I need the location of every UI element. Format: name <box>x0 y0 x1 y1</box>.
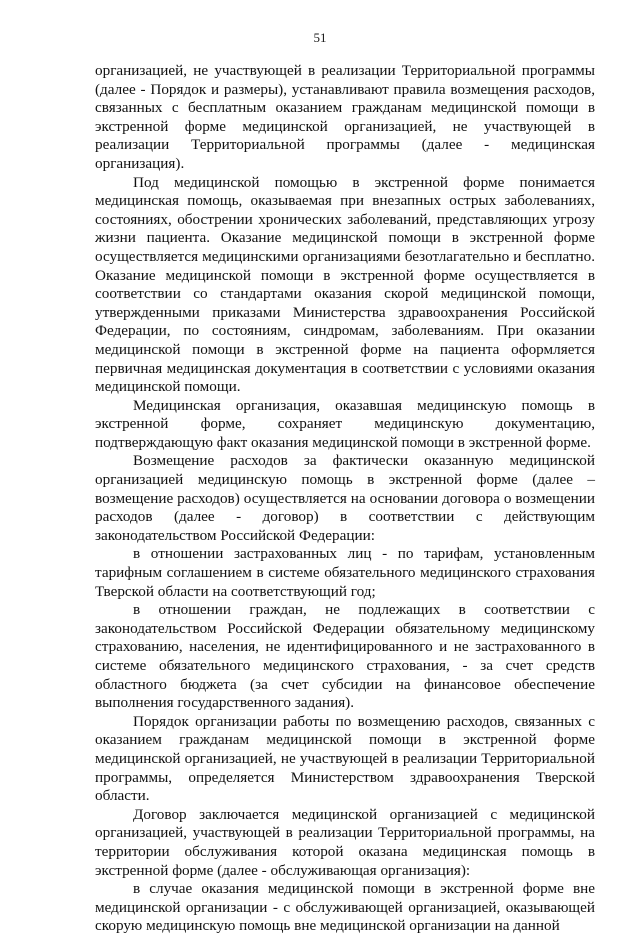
paragraph: Под медицинской помощью в экстренной форме понимается медицинская помощь, оказываемая при внезапных острых заболеваниях, состояниях, обострении хронических заболеваний, представляющих угрозу жизни пациента. Оказание медицинской помощи в экстренной форме осуществляется медицинскими организациями безотлагательно и бесплатно. Оказание медицинской помощи в экстренной форме осуществляется в соответствии со стандартами оказания скорой медицинской помощи, утвержденными приказами Министерства здравоохранения Российской Федерации, по состояниям, синдромам, заболеваниям. При оказании медицинской помощи в экстренной форме на пациента оформляется первичная медицинская документация в соответствии с условиями оказания медицинской помощи. <box>95 173 595 396</box>
document-body <box>95 62 595 936</box>
page-number: 51 <box>313 30 327 45</box>
paragraph: в случае оказания медицинской помощи в экстренной форме вне медицинской организации - с обслуживающей организацией, оказывающей скорую медицинскую помощь вне медицинской организации на данной <box>95 880 595 935</box>
paragraph: организацией, не участвующей в реализации Территориальной программы (далее - Порядок и размеры), устанавливают правила возмещения расходов, связанных с бесплатным оказанием гражданам медицинской помощи в экстренной форме медицинской организацией, не участвующей в реализации Территориальной программы (далее - медицинская организация). <box>95 62 595 172</box>
paragraph: в отношении граждан, не подлежащих в соответствии с законодательством Российской Федерации обязательному медицинскому страхованию, населения, не идентифицированного и не застрахованного в системе обязательного медицинского страхования, - за счет средств областного бюджета (за счет субсидии на финансовое обеспечение выполнения государственного задания). <box>95 601 595 712</box>
paragraph: в отношении застрахованных лиц - по тарифам, установленным тарифным соглашением в системе обязательного медицинского страхования Тверской области на соответствующий год; <box>95 545 595 600</box>
paragraph: Медицинская организация, оказавшая медицинскую помощь в экстренной форме, сохраняет медицинскую документацию, подтверждающую факт оказания медицинской помощи в экстренной форме. <box>95 396 595 451</box>
paragraph: Возмещение расходов за фактически оказанную медицинской организацией медицинскую помощь в экстренной форме (далее – возмещение расходов) осуществляется на основании договора о возмещении расходов (далее - договор) в соответствии с действующим законодательством Российской Федерации: <box>95 452 595 544</box>
paragraph: Договор заключается медицинской организацией с медицинской организацией, участвующей в реализации Территориальной программы, на территории обслуживания которой оказана медицинская помощь в экстренной форме (далее - обслуживающая организация): <box>95 805 595 879</box>
paragraph: Порядок организации работы по возмещению расходов, связанных с оказанием гражданам медицинской помощи в экстренной форме медицинской организацией, не участвующей в реализации Территориальной программы, определяется Министерством здравоохранения Тверской области. <box>95 712 595 805</box>
